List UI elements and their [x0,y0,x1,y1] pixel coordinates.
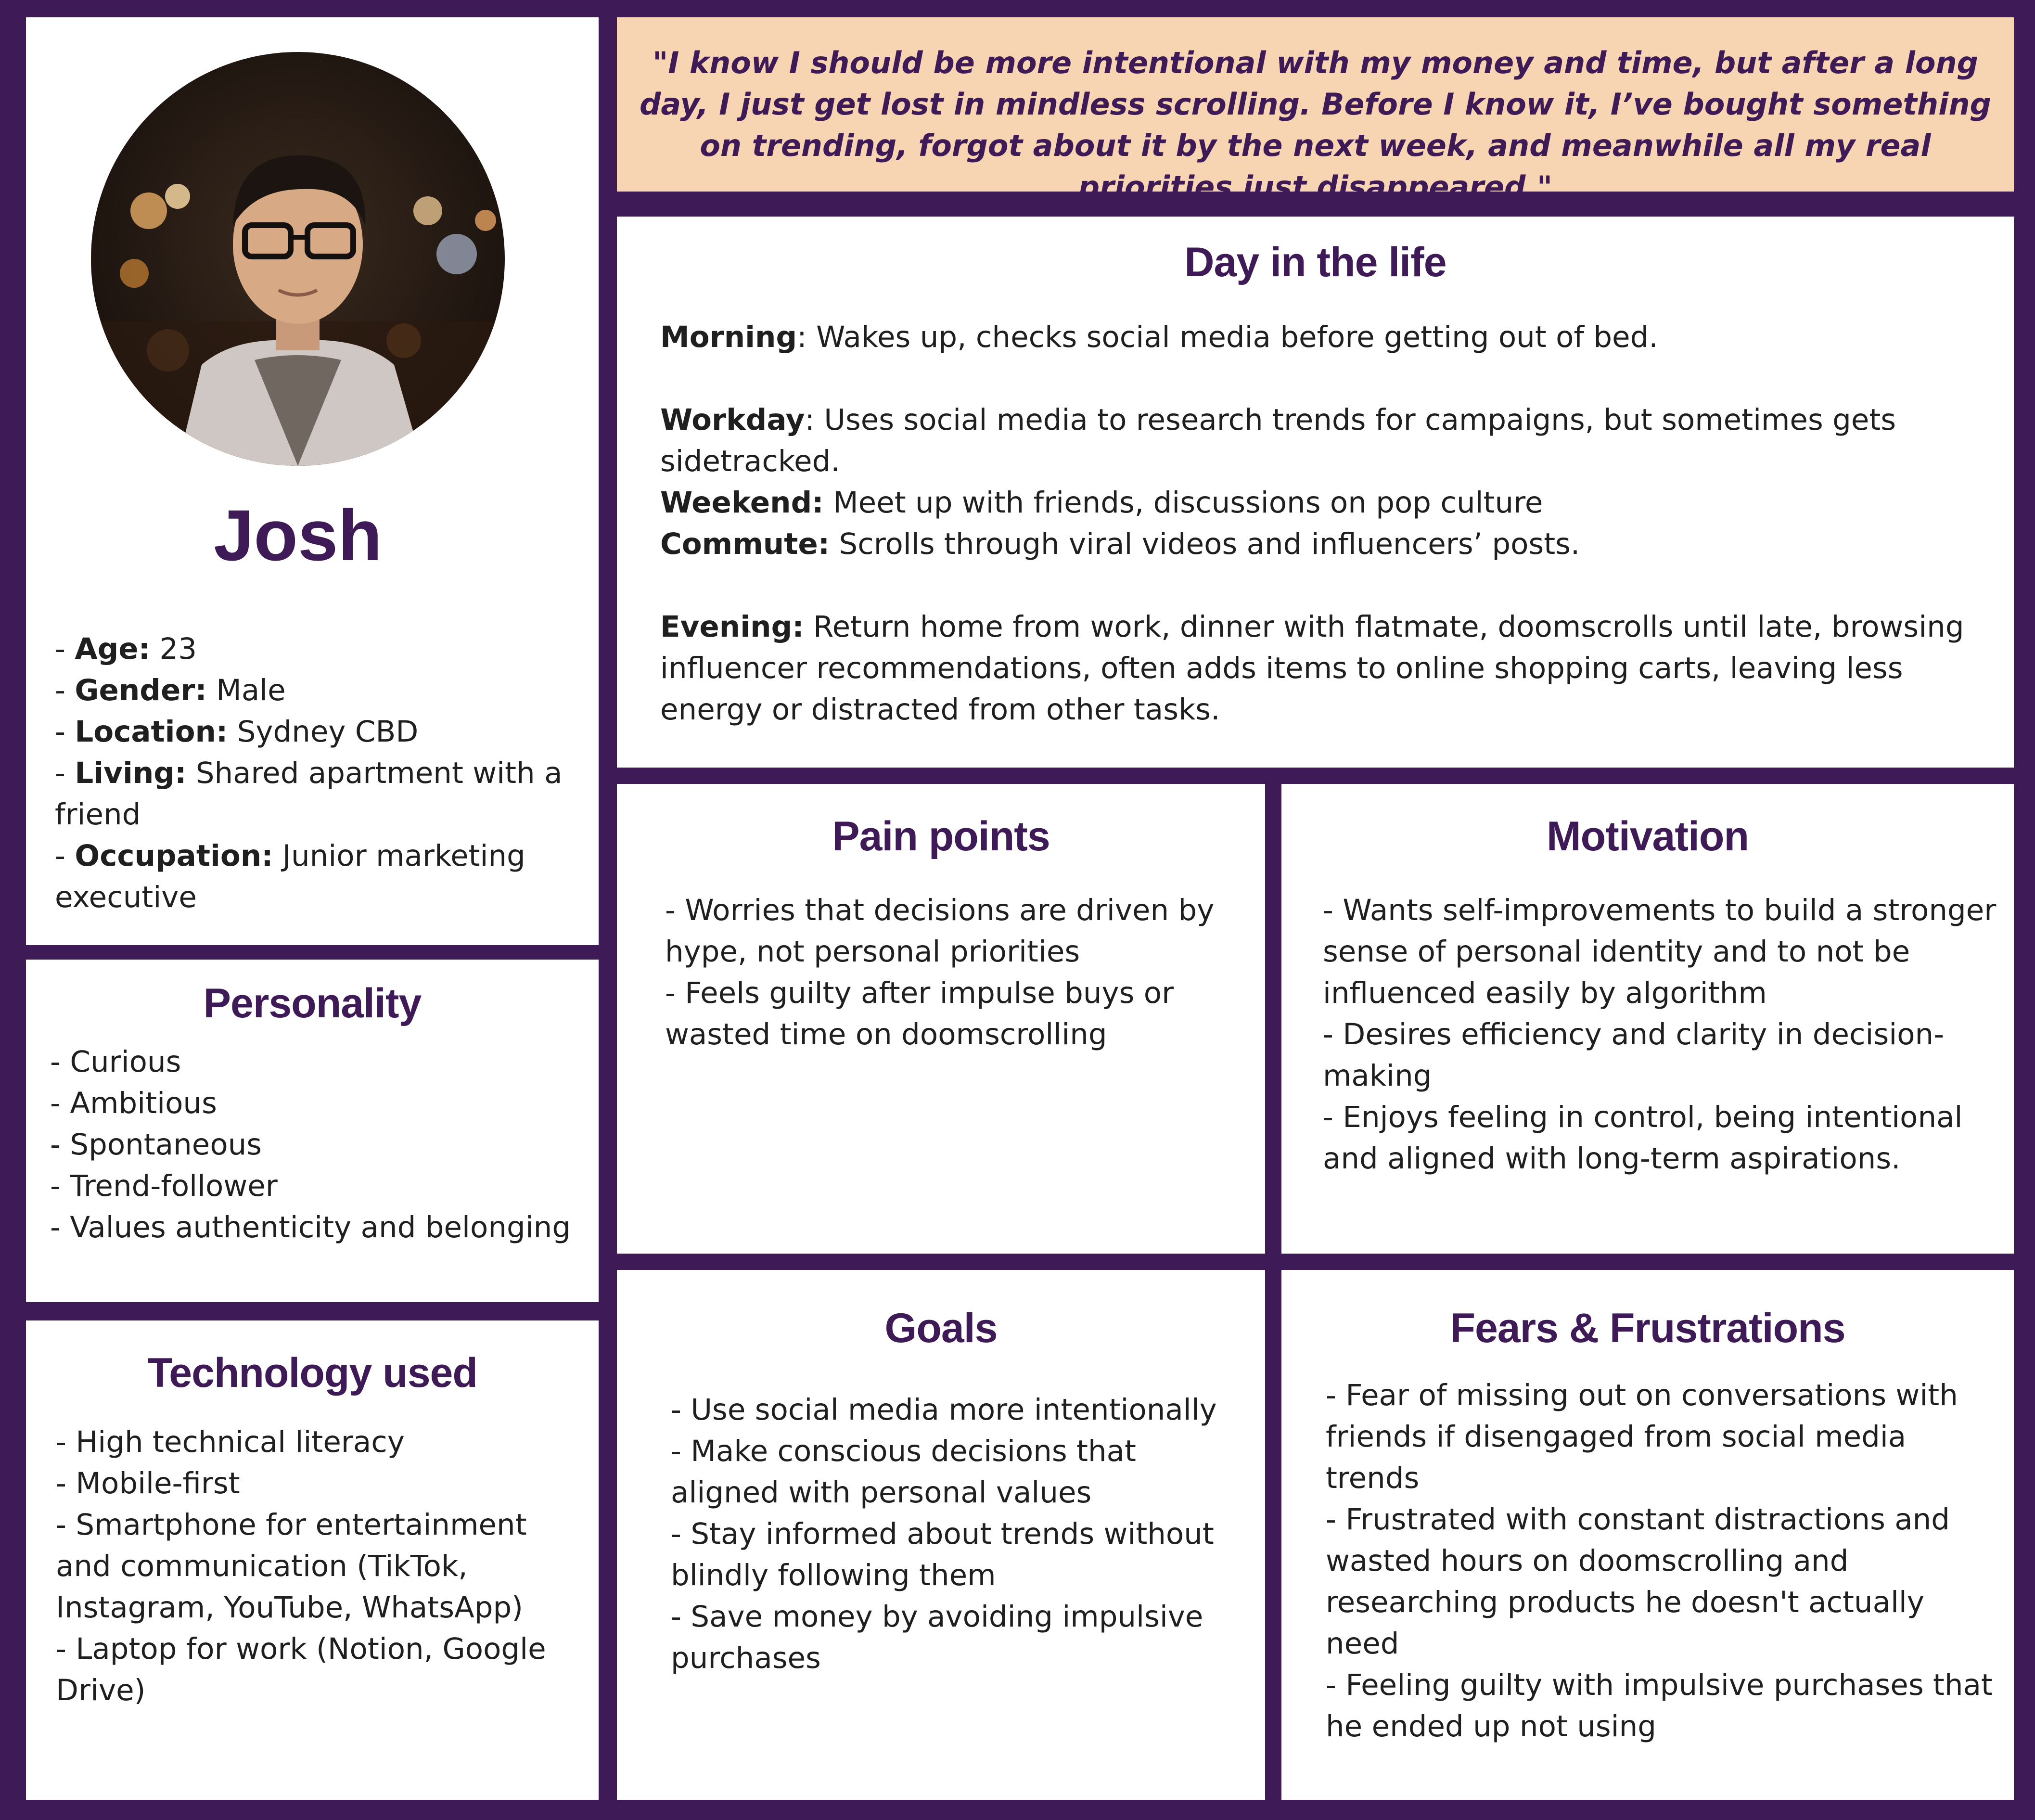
fears-title: Fears & Frustrations [1450,1305,1845,1351]
pain-points-card [617,784,1265,1254]
pain-points-title: Pain points [832,813,1050,859]
motivation-list [1323,890,1997,1179]
day-entry-evening: Evening: Return home from work, dinner with flatmate, doomscrolls until late, browsing influencer recommendations, often adds items to online shopping carts, leaving less energy or distracted from other tasks. [660,610,1964,727]
spacer [660,565,1988,606]
day-in-life-title: Day in the life [1184,239,1446,285]
spacer [660,358,1988,399]
fact-location: - Location: Sydney CBD [55,715,419,749]
day-in-life-card [617,217,2014,768]
day-entry-weekend: Weekend: Meet up with friends, discussions on pop culture [660,486,1543,520]
list-item: - Worries that decisions are driven by hype, not personal priorities [665,893,1215,969]
goals-list [671,1389,1248,1679]
fears-frustrations-card [1281,1270,2014,1800]
list-item: - Curious [50,1045,181,1079]
day-in-life-body [660,317,1988,731]
day-entry-morning: Morning: Wakes up, checks social media before getting out of bed. [660,320,1658,354]
list-item: - Laptop for work (Notion, Google Drive) [56,1632,546,1707]
list-item: - Desires efficiency and clarity in decision-making [1323,1017,1945,1093]
list-item: - Save money by avoiding impulsive purchases [671,1600,1203,1675]
fact-gender: - Gender: Male [55,673,286,707]
personality-card [26,960,599,1302]
fact-living: - Living: Shared apartment with a friend [55,756,563,832]
persona-facts [55,628,584,918]
person-portrait-icon [91,52,505,466]
list-item: - Frustrated with constant distractions and wasted hours on doomscrolling and researching products he doesn't actually need [1326,1502,1950,1661]
motivation-title: Motivation [1547,813,1749,859]
goals-card [617,1270,1265,1800]
persona-quote: "I know I should be more intentional with my money and time, but after a long day, I just get lost in mindless scrolling. Before I know it, I’ve bought something on trending, forgot about it by the next week, and meanwhile all my real priorities just disappeared." [640,45,1991,205]
day-entry-workday: Workday: Uses social media to research trends for campaigns, but sometimes gets sidetracked. [660,403,1896,478]
list-item: - Mobile-first [56,1466,240,1500]
list-item: - Spontaneous [50,1128,262,1162]
list-item: - Enjoys feeling in control, being intentional and aligned with long-term aspirations. [1323,1100,1963,1176]
list-item: - Use social media more intentionally [671,1393,1217,1427]
list-item: - Values authenticity and belonging [50,1210,571,1244]
fact-occupation: - Occupation: Junior marketing executive [55,839,525,914]
list-item: - Fear of missing out on conversations with friends if disengaged from social media trends [1326,1378,1958,1495]
list-item: - Wants self-improvements to build a stronger sense of personal identity and to not be influenced easily by algorithm [1323,893,1997,1010]
list-item: - Smartphone for entertainment and communication (TikTok, Instagram, YouTube, WhatsApp) [56,1508,527,1625]
list-item: - Ambitious [50,1086,217,1120]
motivation-card [1281,784,2014,1254]
pain-points-list [665,890,1242,1055]
quote-banner [617,17,2014,205]
list-item: - High technical literacy [56,1425,405,1459]
day-entry-commute: Commute: Scrolls through viral videos and influencers’ posts. [660,527,1580,561]
list-item: - Make conscious decisions that aligned with personal values [671,1434,1136,1510]
technology-list [56,1422,585,1711]
persona-name: Josh [213,495,383,576]
fact-age: - Age: 23 [55,632,197,666]
list-item: - Feels guilty after impulse buys or wasted time on doomscrolling [665,976,1174,1051]
goals-title: Goals [884,1305,998,1351]
profile-card [26,17,599,945]
personality-title: Personality [203,980,422,1026]
technology-card [26,1320,599,1800]
list-item: - Trend-follower [50,1169,278,1203]
list-item: - Stay informed about trends without blindly following them [671,1517,1214,1592]
list-item: - Feeling guilty with impulsive purchases that he ended up not using [1326,1668,1993,1743]
fears-list [1326,1375,1999,1747]
technology-title: Technology used [147,1350,477,1396]
personality-list [50,1041,589,1248]
